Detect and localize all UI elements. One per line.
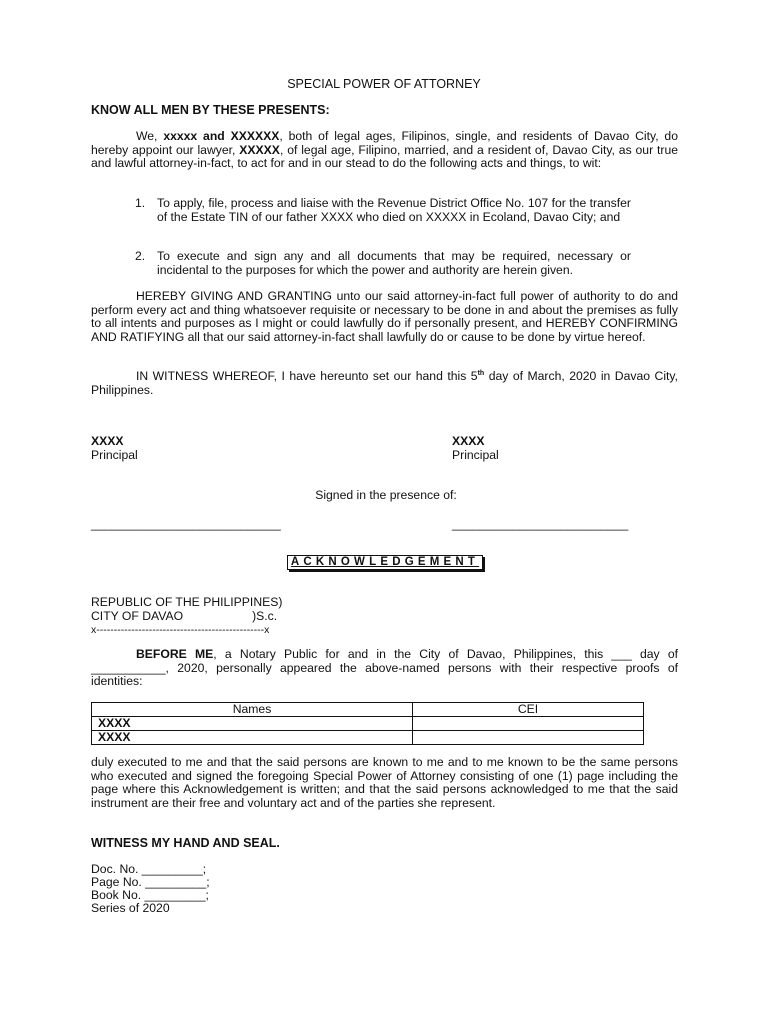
table-row xyxy=(92,731,644,745)
table-header-row xyxy=(92,703,644,717)
page-no-line: Page No. _________; xyxy=(91,875,210,889)
list-item-text: To execute and sign any and all documents that may be required, necessary or incidental to the purposes for which the power and authority are herein given. xyxy=(157,249,631,277)
list-item-number: 2. xyxy=(135,249,146,263)
witness-signature-line: __________________________ xyxy=(452,517,629,531)
before-me-label: BEFORE ME xyxy=(136,647,214,661)
lawyer-name: XXXXX xyxy=(239,142,280,157)
before-me-paragraph xyxy=(91,648,678,689)
granting-paragraph: HEREBY GIVING AND GRANTING unto our said attorney-in-fact full power of authority to do and perform every act and thing whatsoever requisite or necessary to be done in and about the premises as fully to all intents and purposes as I might or could lawfully do if personally present, and HEREBY CONFIRMING AND RATIFYING all that our said attorney-in-fact shall lawfully do or cause to be done by virtue hereof. xyxy=(91,289,678,344)
city-line: CITY OF DAVAO xyxy=(91,609,184,623)
appointment-text-b: , of legal age, Filipino, married, and a resident of, Davao City, as our true and lawful attorney-in-fact, to act for and in our stead to do the following acts and things, to wit: xyxy=(91,142,679,170)
list-item xyxy=(135,250,631,277)
signatory-role: Principal xyxy=(91,447,138,462)
appointment-paragraph xyxy=(91,130,678,171)
cei-cell xyxy=(413,731,644,745)
list-item-number: 1. xyxy=(135,196,146,210)
name-cell: XXXX xyxy=(92,731,413,745)
cei-column-header: CEI xyxy=(413,703,644,717)
signatory-name: XXXX xyxy=(452,434,485,448)
witness-whereof-paragraph xyxy=(91,370,678,397)
sc-mark: )S.c. xyxy=(252,609,278,623)
we-text: We, xyxy=(136,129,164,143)
know-all-heading: KNOW ALL MEN BY THESE PRESENTS: xyxy=(91,103,330,117)
republic-line: REPUBLIC OF THE PHILIPPINES) xyxy=(91,595,283,609)
signatory-block xyxy=(452,435,499,462)
notarial-register-block xyxy=(91,863,210,915)
names-column-header: Names xyxy=(92,703,413,717)
signatory-block xyxy=(91,435,138,462)
witness-whereof-text-a: IN WITNESS WHEREOF, I have hereunto set our hand this 5 xyxy=(136,369,478,383)
ordinal-suffix: th xyxy=(477,369,485,377)
list-item-text: To apply, file, process and liaise with the Revenue District Office No. 107 for the transfer of the Estate TIN of our father XXXX who died on XXXXX in Ecoland, Davao City; and xyxy=(157,196,631,224)
signatory-name: XXXX xyxy=(91,434,124,448)
series-line: Series of 2020 xyxy=(91,901,170,915)
table-row xyxy=(92,717,644,731)
signed-presence-label: Signed in the presence of: xyxy=(315,488,457,502)
venue-block xyxy=(91,595,282,637)
cei-cell xyxy=(413,717,644,731)
principal-names: xxxxx and XXXXXX xyxy=(163,129,280,143)
appointment-text-a: , both of legal ages, Filipinos, single, and residents of Davao City, do hereby appoint our lawyer, xyxy=(91,129,678,157)
doc-no-line: Doc. No. _________; xyxy=(91,862,207,876)
duly-executed-paragraph: duly executed to me and that the said persons are known to me and to me known to be the same persons who executed and signed the foregoing Special Power of Attorney consisting of one (1) page including the page where this Acknowledgement is written; and that the said persons acknowledged to me that the said instrument are their free and voluntary act and of the parties she represent. xyxy=(91,755,678,810)
witness-whereof-text-b: day of March, 2020 in Davao City, Philippines. xyxy=(91,369,678,397)
witness-hand-heading: WITNESS MY HAND AND SEAL. xyxy=(91,836,280,850)
before-me-text: , a Notary Public for and in the City of Davao, Philippines, this ___ day of ___________, 2020, personally appeared the above-named persons with their respective proofs of identities: xyxy=(91,647,679,688)
witness-signature-line: ____________________________ xyxy=(91,517,281,531)
signatory-role: Principal xyxy=(452,447,499,462)
document-title: SPECIAL POWER OF ATTORNEY xyxy=(287,77,481,91)
book-no-line: Book No. _________; xyxy=(91,888,209,902)
list-item xyxy=(135,197,631,224)
identities-table xyxy=(91,702,644,745)
acknowledgement-heading: ACKNOWLEDGEMENT xyxy=(287,555,483,570)
name-cell: XXXX xyxy=(92,717,413,731)
dash-separator: x------------------------------------------------x xyxy=(91,624,270,636)
